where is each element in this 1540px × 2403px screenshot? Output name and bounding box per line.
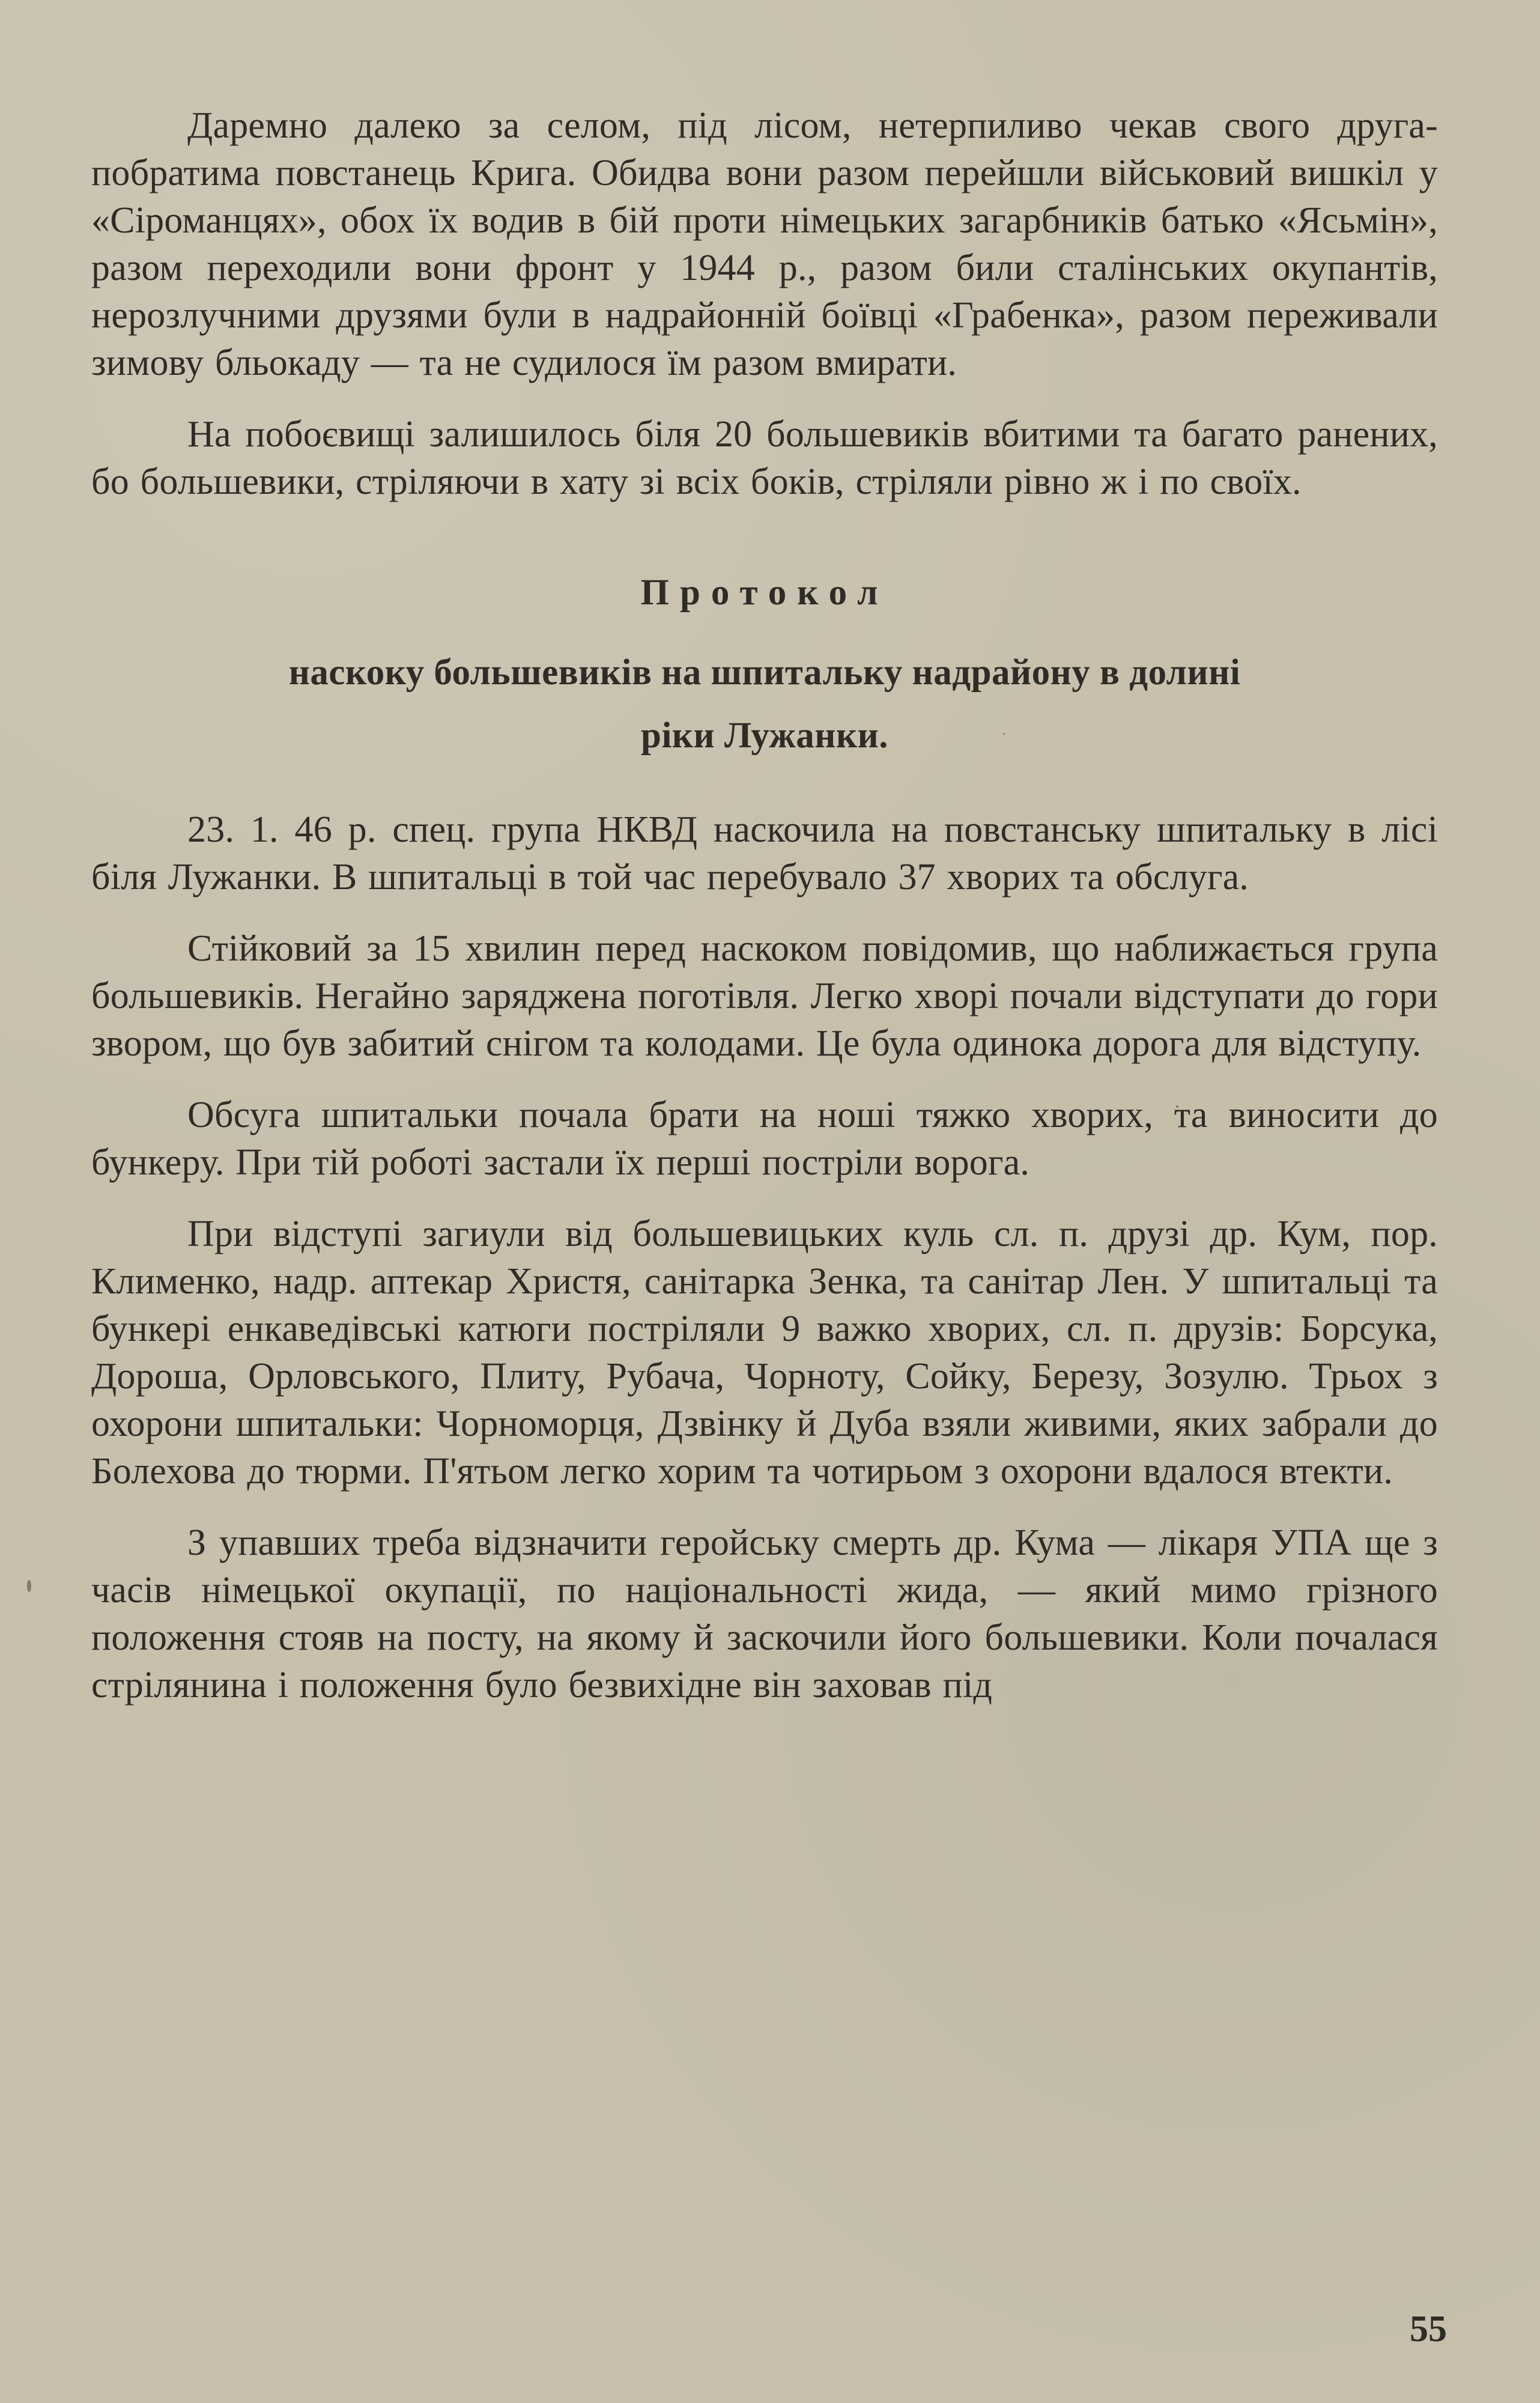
paper-speck [1003,733,1005,735]
main-text-column [91,102,1438,1709]
paragraph-2: На побоєвищі залишилось біля 20 большевиків вбитими та багато ранених, бо большевики, стріляючи в хату зі всіх боків, стріляли рівно ж і по своїх. [91,414,1438,502]
paper-speck [27,1580,31,1592]
paragraph-4: Стійковий за 15 хвилин перед наскоком повідомив, що наближається група большевиків. Негайно заряджена поготівля. Легко хворі почали відступати до гори звором, що був забитий снігом та колодами. Це була одинока дорога для відступу. [91,928,1438,1064]
paragraph-6: При відступі загиули від большевицьких куль сл. п. друзі др. Кум, пор. Клименко, надр. аптекар Христя, санітарка Зенка, та санітар Лен. У шпитальці та бункері енкаведівські катюги постріляли 9 важко хворих, сл. п. друзів: Борсука, Дороша, Орловського, Плиту, Рубача, Чорноту, Сойку, Березу, Зозулю. Трьох з охорони шпитальки: Чорноморця, Дзвінку й Дуба взяли живими, яких забрали до Болехова до тюрми. П'ятьом легко хорим та чотирьом з охорони вдалося втекти. [91,1214,1438,1492]
section-subtitle-line-1: наскоку большевиків на шпитальку надрайону в долині [288,652,1241,693]
paragraph-1: Даремно далеко за селом, під лісом, нетерпиливо чекав свого друга-побратима повстанець Крига. Обидва вони разом перейшли військовий вишкіл у «Сіроманцях», обох їх водив в бій проти німецьких загарбників батько «Ясьмін», разом переходили вони фронт у 1944 р., разом били сталінських окупантів, нерозлучними друзями були в надрайонній боївці «Грабенка», разом переживали зимову бльокаду — та не судилося їм разом вмирати. [91,105,1438,383]
section-title: Протокол [640,573,889,613]
protocol-heading [91,569,1438,767]
paragraph-5: Обсуга шпитальки почала брати на ноші тяжко хворих, та виносити до бункеру. При тій роботі застали їх перші постріли ворога. [91,1095,1438,1183]
section-subtitle-line-2: ріки Лужанки. [641,715,888,756]
paragraph-3: 23. 1. 46 р. спец. група НКВД наскочила на повстанську шпитальку в лісі біля Лужанки. В шпитальці в той час перебувало 37 хворих та обслуга. [91,809,1438,898]
paragraph-7: З упавших треба відзначити геройську смерть др. Кума — лікаря УПА ще з часів німецької окупації, по національності жида, — який мимо грізного положення стояв на посту, на якому й заскочили його большевики. Коли почалася стрілянина і положення було безвихідне він заховав під [91,1522,1438,1706]
page-number: 55 [1410,2309,1447,2350]
paper-speck [1176,1105,1178,1108]
